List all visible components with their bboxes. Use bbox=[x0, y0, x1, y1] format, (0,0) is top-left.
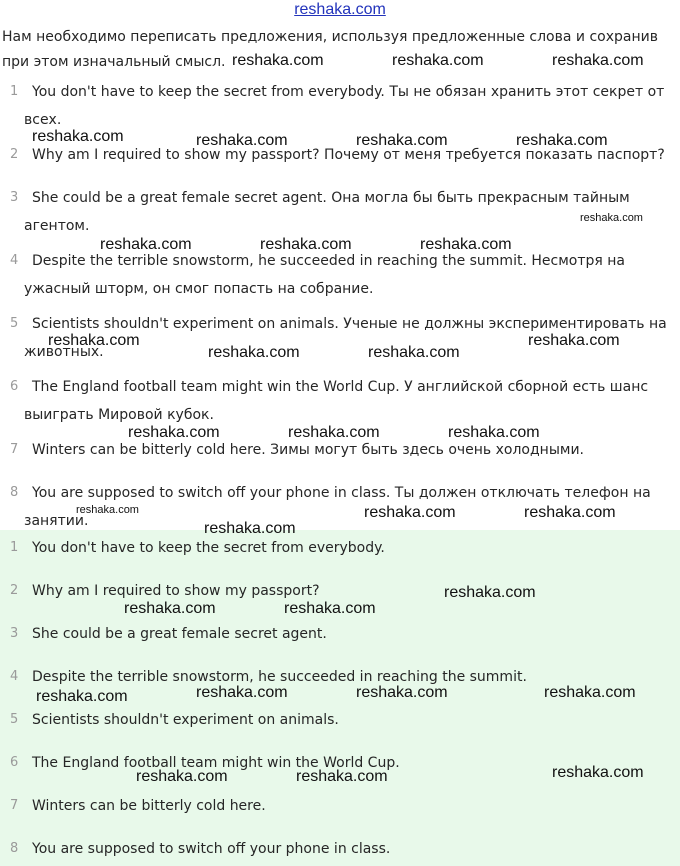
watermark: reshaka.com bbox=[368, 344, 460, 361]
answer-text: Winters can be bitterly cold here. bbox=[32, 798, 266, 814]
watermark: reshaka.com bbox=[208, 344, 300, 361]
answer-number: 3 bbox=[10, 626, 19, 641]
task-text: The England football team might win the World Cup. У английской сборной есть шанс выиграть Мировой кубок. bbox=[24, 379, 649, 423]
site-title-link[interactable]: reshaka.com bbox=[294, 1, 386, 18]
answer-item bbox=[0, 706, 680, 734]
task-number: 3 bbox=[10, 190, 19, 205]
task-text: She could be a great female secret agent. Она могла бы быть прекрасным тайным агентом. bbox=[24, 190, 630, 234]
watermark: reshaka.com bbox=[260, 236, 352, 253]
task-number: 7 bbox=[10, 442, 19, 457]
answer-number: 4 bbox=[10, 669, 19, 684]
watermark: reshaka.com bbox=[296, 768, 388, 785]
watermark: reshaka.com bbox=[552, 764, 644, 781]
answer-text: Scientists shouldn't experiment on animals. bbox=[32, 712, 339, 728]
watermark: reshaka.com bbox=[284, 600, 376, 617]
task-text: Scientists shouldn't experiment on animals. Ученые не должны экспериментировать на животных. bbox=[24, 316, 667, 360]
answer-number: 5 bbox=[10, 712, 19, 727]
watermark: reshaka.com bbox=[528, 332, 620, 349]
task-text: You are supposed to switch off your phone in class. Ты должен отключать телефон на занятии. bbox=[24, 485, 651, 529]
task-number: 1 bbox=[10, 84, 19, 99]
watermark: reshaka.com bbox=[100, 236, 192, 253]
answer-item bbox=[0, 835, 680, 863]
answer-text: She could be a great female secret agent. bbox=[32, 626, 327, 642]
task-number: 8 bbox=[10, 485, 19, 500]
watermark: reshaka.com bbox=[128, 424, 220, 441]
task-text: You don't have to keep the secret from everybody. Ты не обязан хранить этот секрет от всех. bbox=[24, 84, 665, 128]
task-item bbox=[0, 78, 680, 134]
watermark: reshaka.com bbox=[448, 424, 540, 441]
watermark: reshaka.com bbox=[196, 132, 288, 149]
answer-number: 2 bbox=[10, 583, 19, 598]
watermark: reshaka.com bbox=[76, 504, 139, 516]
instructions-text: Нам необходимо переписать предложения, используя предложенные слова и сохранив при этом изначальный смысл. bbox=[2, 29, 658, 70]
answer-item bbox=[0, 620, 680, 648]
answer-number: 6 bbox=[10, 755, 19, 770]
answer-text: The England football team might win the World Cup. bbox=[32, 755, 400, 771]
watermark: reshaka.com bbox=[524, 504, 616, 521]
task-item bbox=[0, 373, 680, 429]
watermark: reshaka.com bbox=[232, 52, 324, 69]
answer-number: 8 bbox=[10, 841, 19, 856]
watermark: reshaka.com bbox=[136, 768, 228, 785]
watermark: reshaka.com bbox=[364, 504, 456, 521]
answer-text: You don't have to keep the secret from everybody. bbox=[32, 540, 385, 556]
task-number: 2 bbox=[10, 147, 19, 162]
watermark: reshaka.com bbox=[196, 684, 288, 701]
watermark: reshaka.com bbox=[444, 584, 536, 601]
task-number: 5 bbox=[10, 316, 19, 331]
watermark: reshaka.com bbox=[392, 52, 484, 69]
task-number: 4 bbox=[10, 253, 19, 268]
watermark: reshaka.com bbox=[32, 128, 124, 145]
answer-text: You are supposed to switch off your phone in class. bbox=[32, 841, 391, 857]
watermark: reshaka.com bbox=[420, 236, 512, 253]
task-item bbox=[0, 247, 680, 303]
watermark: reshaka.com bbox=[552, 52, 644, 69]
task-text: Despite the terrible snowstorm, he succeeded in reaching the summit. Несмотря на ужасный шторм, он смог попасть на собрание. bbox=[24, 253, 625, 297]
task-item bbox=[0, 184, 680, 240]
answer-item bbox=[0, 792, 680, 820]
task-number: 6 bbox=[10, 379, 19, 394]
answer-text: Despite the terrible snowstorm, he succeeded in reaching the summit. bbox=[32, 669, 527, 685]
watermark: reshaka.com bbox=[516, 132, 608, 149]
watermark: reshaka.com bbox=[356, 132, 448, 149]
watermark: reshaka.com bbox=[544, 684, 636, 701]
answer-text: Why am I required to show my passport? bbox=[32, 583, 320, 599]
answer-item bbox=[0, 534, 680, 562]
task-text: Why am I required to show my passport? Почему от меня требуется показать паспорт? bbox=[32, 147, 665, 163]
task-text: Winters can be bitterly cold here. Зимы могут быть здесь очень холодными. bbox=[32, 442, 584, 458]
answer-number: 1 bbox=[10, 540, 19, 555]
answer-number: 7 bbox=[10, 798, 19, 813]
watermark: reshaka.com bbox=[48, 332, 140, 349]
watermark: reshaka.com bbox=[204, 520, 296, 537]
watermark: reshaka.com bbox=[124, 600, 216, 617]
watermark: reshaka.com bbox=[356, 684, 448, 701]
watermark: reshaka.com bbox=[36, 688, 128, 705]
watermark: reshaka.com bbox=[580, 212, 643, 224]
watermark: reshaka.com bbox=[288, 424, 380, 441]
